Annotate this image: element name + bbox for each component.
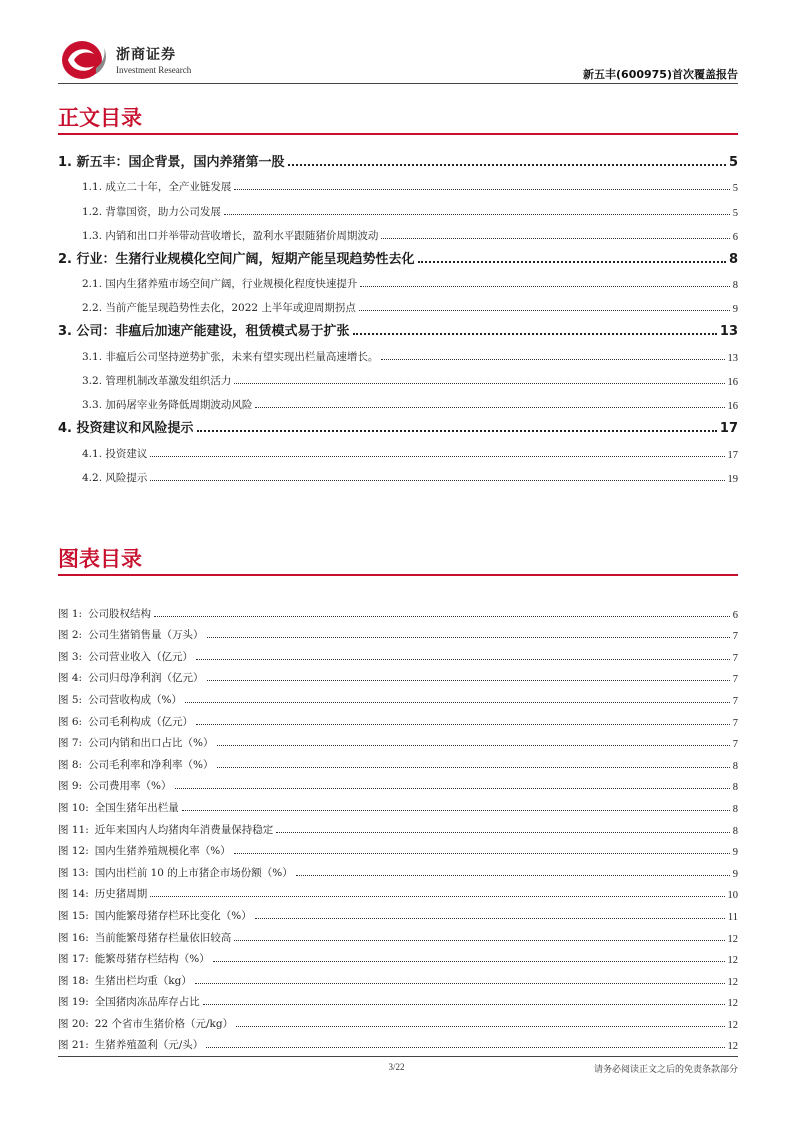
dot-leader xyxy=(236,1026,724,1027)
figure-list-link[interactable] xyxy=(58,685,738,707)
figure-page: 12 xyxy=(727,998,738,1010)
figure-title: 历史猪周期 xyxy=(94,888,148,901)
figure-number: 图 1: xyxy=(58,607,83,620)
toc-entry-label: 2. 行业：生猪行业规模化空间广阔，短期产能呈现趋势性去化 xyxy=(58,251,415,267)
toc-chapter-link[interactable] xyxy=(58,412,738,436)
toc-entry-label: 4.2. 风险提示 xyxy=(82,471,148,484)
dot-leader xyxy=(150,896,724,897)
figure-number: 图 2: xyxy=(58,629,83,642)
figure-title: 国内生猪养殖规模化率（%） xyxy=(94,845,231,858)
figure-page: 9 xyxy=(732,847,738,859)
figure-title: 公司营收构成（%） xyxy=(88,693,183,706)
figure-list-link[interactable] xyxy=(58,815,738,837)
toc-entry-label: 1.2. 背靠国资，助力公司发展 xyxy=(82,205,221,218)
toc-entry-label: 1. 新五丰：国企背景，国内养猪第一股 xyxy=(58,155,285,170)
dot-leader xyxy=(255,407,724,408)
figure-title: 公司生猪销售量（万头） xyxy=(88,629,204,642)
dot-leader xyxy=(150,456,724,457)
toc-section-link[interactable] xyxy=(58,194,738,218)
toc-entry-page: 17 xyxy=(719,421,738,437)
figure-number: 图 12: xyxy=(58,845,89,858)
dot-leader xyxy=(196,724,730,725)
toc-entry-page: 16 xyxy=(727,401,738,413)
toc-section-link[interactable] xyxy=(58,291,738,315)
figure-page: 7 xyxy=(732,674,738,686)
toc-section-link[interactable] xyxy=(58,170,738,194)
figure-title: 22 个省市生猪价格（元/kg） xyxy=(94,1017,234,1030)
figure-number: 图 8: xyxy=(58,758,83,771)
toc-section-link[interactable] xyxy=(58,364,738,388)
figure-list-link[interactable] xyxy=(58,837,738,859)
dot-leader xyxy=(207,637,730,638)
figure-list-link[interactable] xyxy=(58,880,738,902)
disclaimer: 请务必阅读正文之后的免责条款部分 xyxy=(593,1065,738,1075)
dot-leader xyxy=(418,261,726,263)
brand-name-cn: 浙商证券 xyxy=(116,47,176,63)
footer-rule xyxy=(58,1056,738,1057)
figure-list-link[interactable] xyxy=(58,599,738,621)
figure-list-link[interactable] xyxy=(58,858,738,880)
figure-title: 公司归母净利润（亿元） xyxy=(88,672,204,685)
toc-section-link[interactable] xyxy=(58,436,738,460)
figure-number: 图 18: xyxy=(58,974,89,987)
figure-title: 当前能繁母猪存栏量依旧较高 xyxy=(94,931,232,944)
brand xyxy=(116,44,191,75)
figure-page: 7 xyxy=(732,652,738,664)
dot-leader xyxy=(207,680,730,681)
dot-leader xyxy=(234,853,730,854)
toc-chapter-link[interactable] xyxy=(58,243,738,267)
toc-section-link[interactable] xyxy=(58,461,738,485)
figure-list-link[interactable] xyxy=(58,966,738,988)
figure-number: 图 13: xyxy=(58,866,89,879)
dot-leader xyxy=(150,480,724,481)
toc-entry-label: 3.2. 管理机制改革激发组织活力 xyxy=(82,375,232,388)
figure-page: 6 xyxy=(732,609,738,621)
toc-entry-page: 19 xyxy=(727,473,738,485)
dot-leader xyxy=(217,767,730,768)
figure-list-link[interactable] xyxy=(58,988,738,1010)
dot-leader xyxy=(175,788,730,789)
dot-leader xyxy=(185,702,730,703)
figure-title: 能繁母猪存栏结构（%） xyxy=(94,953,210,966)
figure-title: 公司毛利构成（亿元） xyxy=(88,715,194,728)
dot-leader xyxy=(296,875,730,876)
toc-list xyxy=(58,146,738,485)
toc-entry-page: 17 xyxy=(727,449,738,461)
toc-entry-label: 4. 投资建议和风险提示 xyxy=(58,421,194,437)
toc-entry-label: 2.1. 国内生猪养殖市场空间广阔，行业规模化程度快速提升 xyxy=(82,278,358,291)
toc-entry-page: 13 xyxy=(719,324,738,340)
figure-title: 公司毛利率和净利率（%） xyxy=(88,758,214,771)
figure-list-link[interactable] xyxy=(58,707,738,729)
figure-number: 图 19: xyxy=(58,996,89,1009)
toc-section-link[interactable] xyxy=(58,339,738,363)
toc-entry-label: 3. 公司：非瘟后加速产能建设，租赁模式易于扩张 xyxy=(58,324,350,340)
page-number: 3/22 xyxy=(388,1062,405,1072)
figure-number: 图 16: xyxy=(58,931,89,944)
figure-number: 图 20: xyxy=(58,1017,89,1030)
toc-chapter-link[interactable] xyxy=(58,315,738,339)
toc-entry-page: 6 xyxy=(732,231,738,243)
figure-title: 生猪养殖盈利（元/头） xyxy=(94,1039,204,1052)
figure-number: 图 10: xyxy=(58,801,89,814)
dot-leader xyxy=(217,745,730,746)
toc-entry-page: 5 xyxy=(732,183,738,195)
report-title: 新五丰(600975)首次覆盖报告 xyxy=(583,68,738,81)
dot-leader xyxy=(196,659,730,660)
dot-leader xyxy=(360,286,729,287)
figure-list-link[interactable] xyxy=(58,642,738,664)
figure-page: 12 xyxy=(727,955,738,967)
figure-page: 12 xyxy=(727,933,738,945)
figure-title: 生猪出栏均重（kg） xyxy=(94,974,192,987)
dot-leader xyxy=(359,310,730,311)
dot-leader xyxy=(195,983,725,984)
toc-heading-rule xyxy=(58,133,738,135)
zheshang-logo-icon xyxy=(58,38,110,82)
figure-title: 国内能繁母猪存栏环比变化（%） xyxy=(94,909,252,922)
toc-entry-page: 13 xyxy=(727,352,738,364)
brand-name-en: Investment Research xyxy=(116,65,192,75)
figure-page: 12 xyxy=(727,976,738,988)
figure-page: 8 xyxy=(732,760,738,772)
figure-number: 图 4: xyxy=(58,672,83,685)
figure-page: 10 xyxy=(727,890,738,902)
figure-list-link[interactable] xyxy=(58,621,738,643)
page-header xyxy=(58,38,738,84)
figure-number: 图 15: xyxy=(58,909,89,922)
toc-section-link[interactable] xyxy=(58,219,738,243)
toc-entry-page: 9 xyxy=(732,304,738,316)
dot-leader xyxy=(234,383,724,384)
figure-number: 图 14: xyxy=(58,888,89,901)
figure-number: 图 3: xyxy=(58,650,83,663)
figure-title: 近年来国内人均猪肉年消费量保持稳定 xyxy=(94,823,274,836)
figure-page: 11 xyxy=(727,911,738,923)
dot-leader xyxy=(154,616,730,617)
toc-entry-label: 3.1. 非瘟后公司坚持逆势扩张，未来有望实现出栏量高速增长。 xyxy=(82,350,379,363)
figure-page: 9 xyxy=(732,868,738,880)
toc-section-link[interactable] xyxy=(58,388,738,412)
figure-title: 全国猪肉冻品库存占比 xyxy=(94,996,200,1009)
dot-leader xyxy=(234,189,729,190)
toc-heading: 正文目录 xyxy=(58,106,142,130)
figure-list xyxy=(58,599,738,1052)
figure-title: 公司营业收入（亿元） xyxy=(88,650,194,663)
toc-entry-label: 1.3. 内销和出口并举带动营收增长，盈利水平跟随猪价周期波动 xyxy=(82,229,379,242)
figure-title: 公司股权结构 xyxy=(88,607,152,620)
dot-leader xyxy=(255,918,725,919)
dot-leader xyxy=(206,1047,724,1048)
toc-entry-label: 1.1. 成立二十年，全产业链发展 xyxy=(82,181,232,194)
toc-entry-page: 5 xyxy=(732,207,738,219)
figure-page: 7 xyxy=(732,631,738,643)
figure-number: 图 5: xyxy=(58,693,83,706)
toc-section-link[interactable] xyxy=(58,267,738,291)
dot-leader xyxy=(381,238,729,239)
figure-page: 12 xyxy=(727,1041,738,1053)
figure-title: 公司费用率（%） xyxy=(88,780,172,793)
toc-entry-page: 5 xyxy=(728,155,738,170)
figures-heading: 图表目录 xyxy=(58,547,142,571)
figure-page: 8 xyxy=(732,782,738,794)
figure-page: 7 xyxy=(732,739,738,751)
figure-list-link[interactable] xyxy=(58,923,738,945)
figure-list-link[interactable] xyxy=(58,1009,738,1031)
toc-chapter-link[interactable] xyxy=(58,146,738,170)
figure-title: 全国生猪年出栏量 xyxy=(94,801,179,814)
figure-page: 12 xyxy=(727,1019,738,1031)
dot-leader xyxy=(182,810,730,811)
dot-leader xyxy=(276,832,730,833)
dot-leader xyxy=(203,1004,725,1005)
toc-entry-page: 8 xyxy=(728,251,738,267)
figure-list-link[interactable] xyxy=(58,945,738,967)
figure-list-link[interactable] xyxy=(58,1031,738,1053)
figure-list-link[interactable] xyxy=(58,664,738,686)
figures-heading-rule xyxy=(58,574,738,576)
figure-list-link[interactable] xyxy=(58,750,738,772)
figure-page: 7 xyxy=(732,695,738,707)
figure-title: 国内出栏前 10 的上市猪企市场份额（%） xyxy=(94,866,293,879)
figure-page: 8 xyxy=(732,825,738,837)
figure-list-link[interactable] xyxy=(58,729,738,751)
toc-entry-label: 3.3. 加码屠宰业务降低周期波动风险 xyxy=(82,399,253,412)
figure-list-link[interactable] xyxy=(58,793,738,815)
figure-number: 图 6: xyxy=(58,715,83,728)
dot-leader xyxy=(288,164,726,166)
figure-number: 图 17: xyxy=(58,953,89,966)
figure-title: 公司内销和出口占比（%） xyxy=(88,737,214,750)
dot-leader xyxy=(353,333,717,335)
toc-entry-page: 8 xyxy=(732,280,738,292)
figure-page: 8 xyxy=(732,803,738,815)
dot-leader xyxy=(381,359,724,360)
figure-number: 图 7: xyxy=(58,737,83,750)
dot-leader xyxy=(234,940,724,941)
figure-list-link[interactable] xyxy=(58,901,738,923)
toc-entry-page: 16 xyxy=(727,377,738,389)
dot-leader xyxy=(197,430,717,432)
figure-number: 图 9: xyxy=(58,780,83,793)
figure-list-link[interactable] xyxy=(58,772,738,794)
figure-number: 图 11: xyxy=(58,823,89,836)
figure-number: 图 21: xyxy=(58,1039,89,1052)
toc-entry-label: 2.2. 当前产能呈现趋势性去化，2022 上半年或迎周期拐点 xyxy=(82,302,356,315)
toc-entry-label: 4.1. 投资建议 xyxy=(82,447,148,460)
figure-page: 7 xyxy=(732,717,738,729)
dot-leader xyxy=(213,961,725,962)
dot-leader xyxy=(224,214,730,215)
